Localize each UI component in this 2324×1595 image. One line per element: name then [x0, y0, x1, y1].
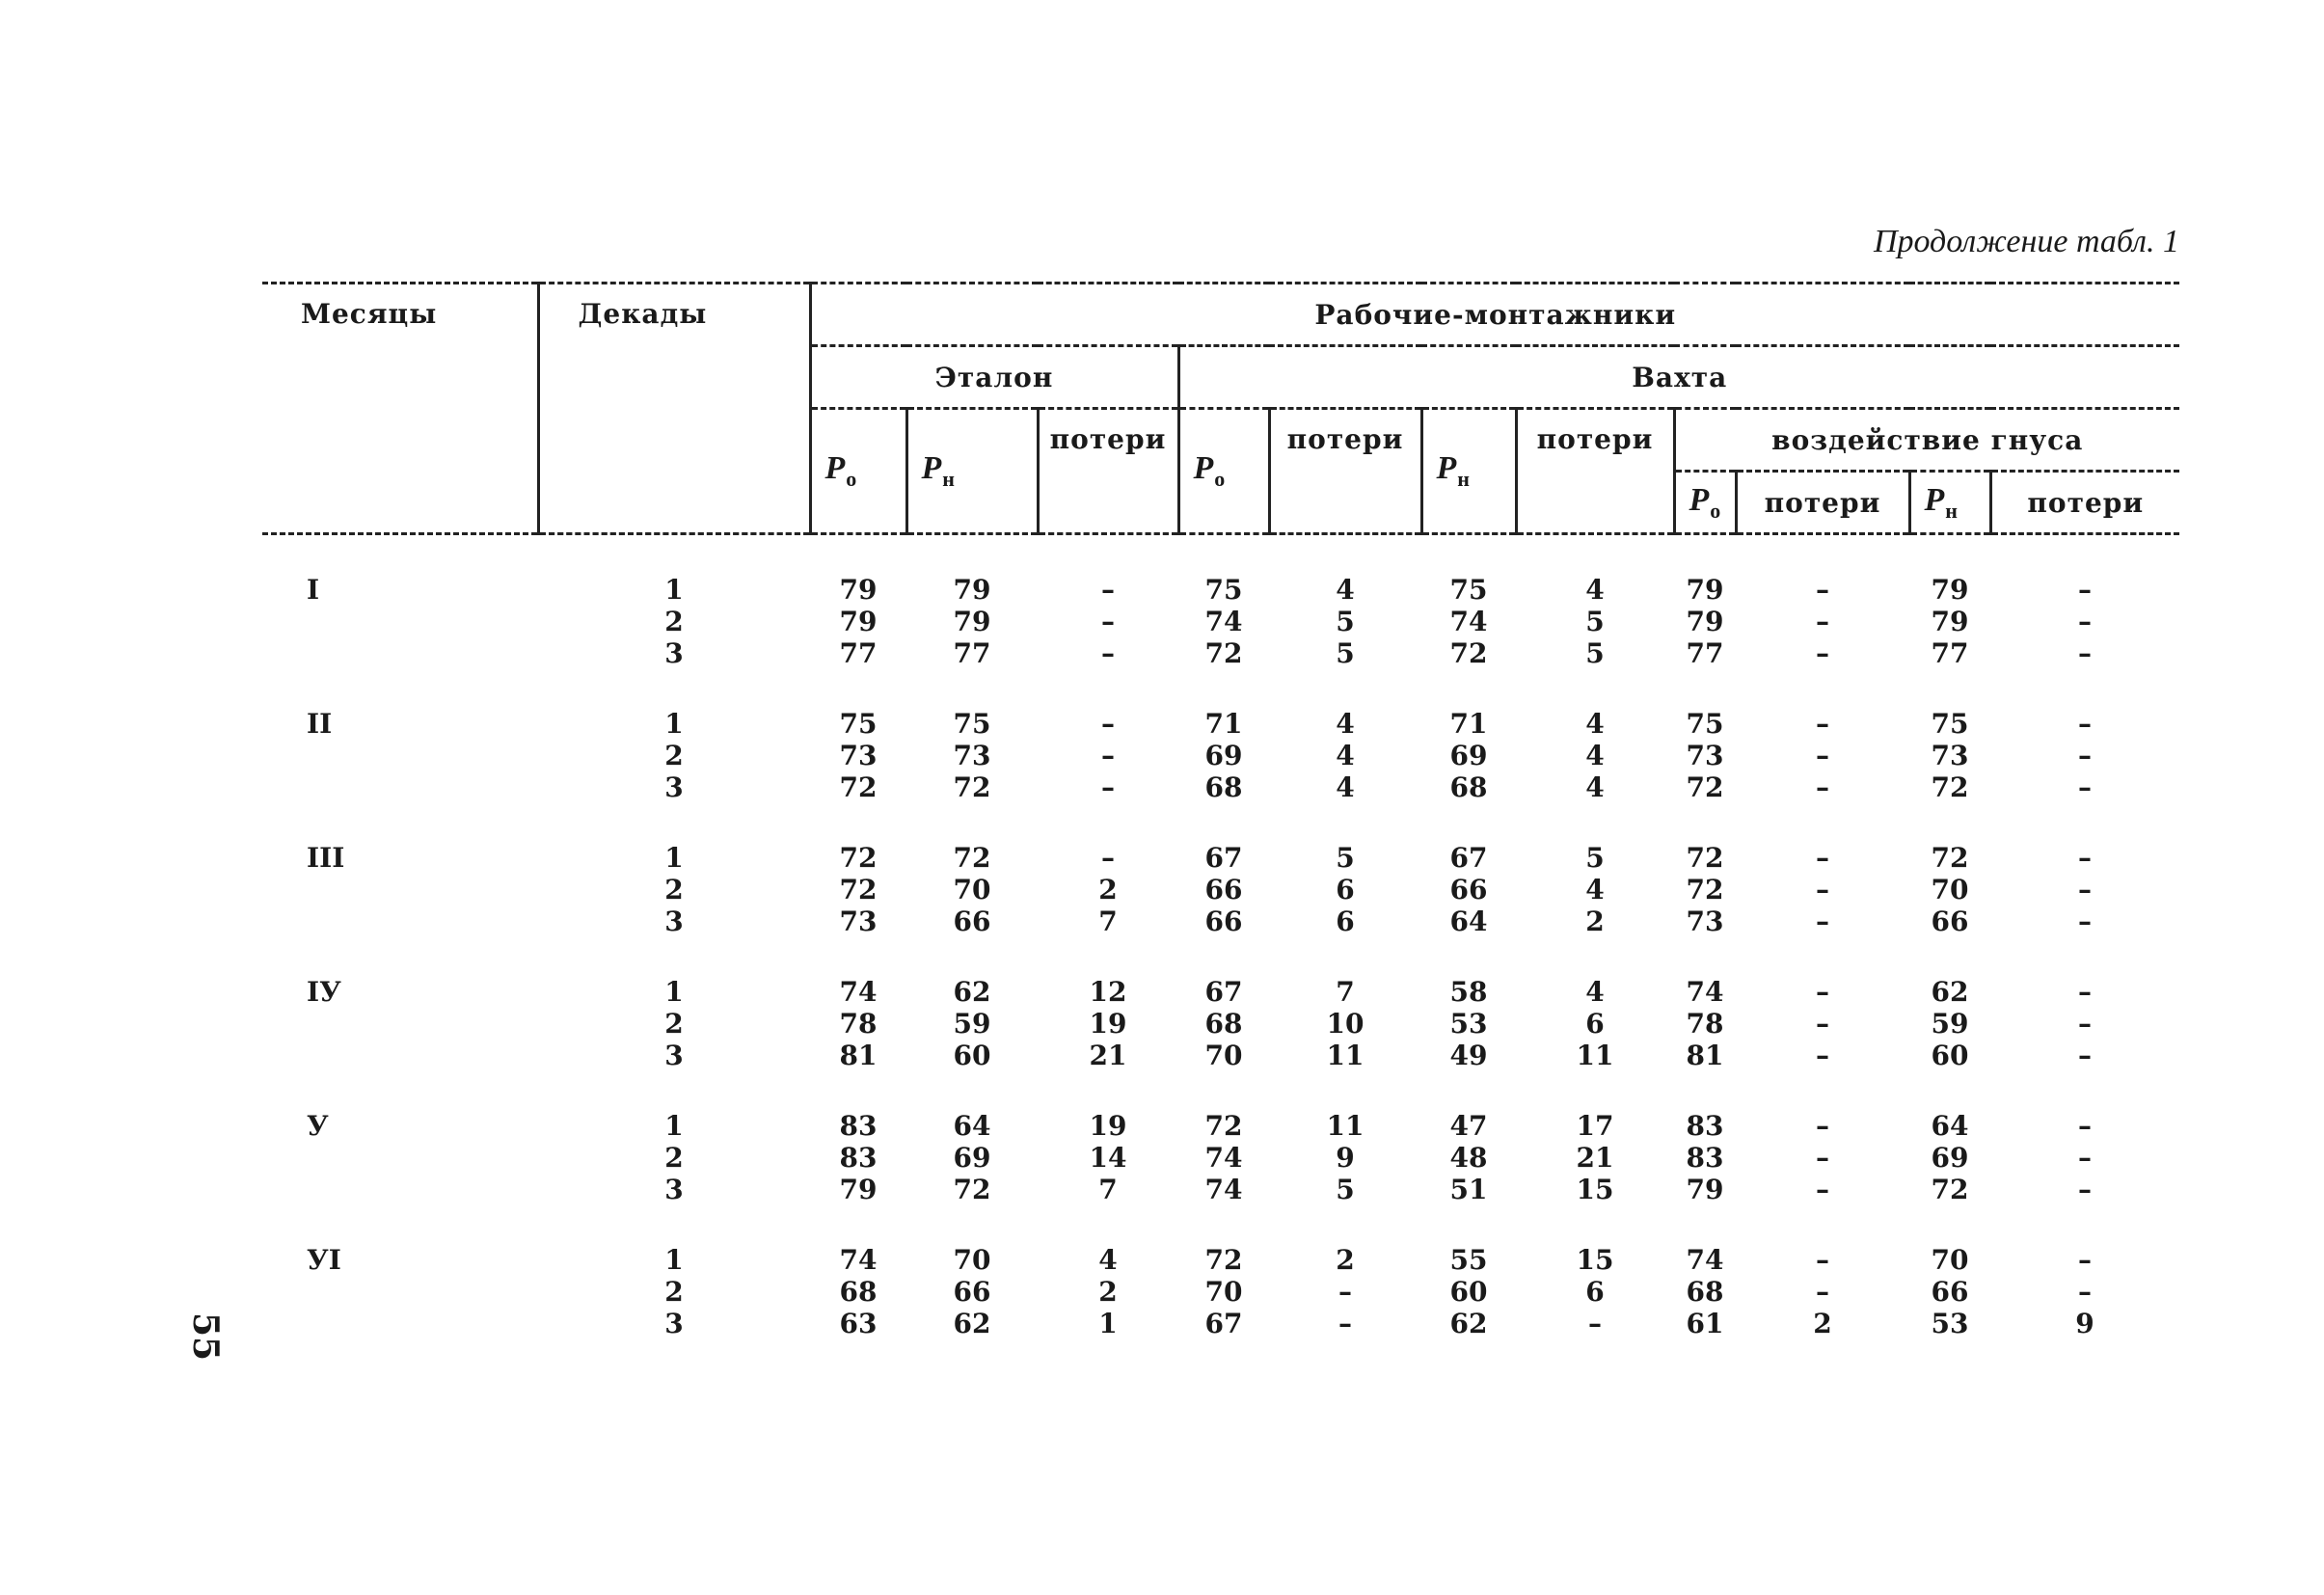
value-cell: 2 [1813, 1308, 1832, 1339]
header-vakhta-poteri-1: потери [1269, 409, 1421, 534]
table-header [262, 284, 2179, 534]
decade-cell: 1 [664, 574, 684, 606]
value-cell: 75 [1449, 574, 1488, 606]
value-cell: 70 [1931, 874, 1969, 906]
table-caption: Продолжение табл. 1 [1873, 224, 2179, 259]
month-cell: II [307, 708, 333, 740]
value-cell: – [1101, 771, 1115, 803]
decade-cell: 3 [664, 771, 684, 803]
month-cell [262, 637, 538, 669]
value-cell: 62 [1931, 976, 1969, 1008]
table-row [262, 1008, 2179, 1040]
table-row [262, 1071, 2179, 1142]
value-cell: 5 [1585, 606, 1605, 637]
month-cell: III [307, 842, 345, 874]
value-cell: 6 [1585, 1276, 1605, 1308]
value-cell: 7 [1098, 906, 1118, 937]
value-cell: – [2078, 1040, 2093, 1071]
value-cell: 4 [1585, 771, 1605, 803]
value-cell: 12 [1089, 976, 1127, 1008]
table-row [262, 771, 2179, 803]
value-cell: 72 [839, 874, 878, 906]
decade-cell: 1 [664, 976, 684, 1008]
decade-cell: 3 [664, 1040, 684, 1071]
month-cell [262, 1308, 538, 1339]
value-cell: 72 [953, 842, 991, 874]
value-cell: 68 [1204, 771, 1243, 803]
value-cell: 66 [1204, 874, 1243, 906]
value-cell: 63 [839, 1308, 878, 1339]
table-row [262, 1040, 2179, 1071]
value-cell: 60 [1449, 1276, 1488, 1308]
table-row [262, 874, 2179, 906]
value-cell: 79 [1686, 1174, 1724, 1205]
value-cell: 72 [953, 771, 991, 803]
decade-cell: 2 [664, 874, 684, 906]
p-symbol: P [1436, 450, 1458, 487]
subscript-o: о [1710, 498, 1722, 523]
value-cell: 4 [1336, 740, 1355, 771]
header-vakhta-po [1178, 409, 1269, 534]
value-cell: 68 [1449, 771, 1488, 803]
value-cell: 75 [839, 708, 878, 740]
value-cell: – [1816, 1040, 1829, 1071]
header-decades: Декады [538, 284, 810, 534]
month-cell [262, 1040, 538, 1071]
value-cell: 11 [1326, 1040, 1365, 1071]
value-cell: – [1816, 1142, 1829, 1174]
header-gnus-poteri-2: потери [1990, 472, 2179, 534]
value-cell: 70 [1204, 1040, 1243, 1071]
table-row [262, 803, 2179, 874]
value-cell: 67 [1204, 1308, 1243, 1339]
value-cell: 2 [1585, 906, 1605, 937]
table-row [262, 669, 2179, 740]
value-cell: 70 [953, 1244, 991, 1276]
value-cell: 73 [1931, 740, 1969, 771]
month-cell: I [307, 574, 320, 606]
header-etalon-pn [906, 409, 1038, 534]
value-cell: – [1816, 1008, 1829, 1040]
value-cell: – [2078, 1008, 2093, 1040]
value-cell: 72 [1686, 874, 1724, 906]
header-gnus-pn [1909, 472, 1990, 534]
value-cell: 72 [1204, 1110, 1243, 1142]
value-cell: – [1101, 708, 1115, 740]
value-cell: 2 [1098, 1276, 1118, 1308]
data-table [262, 282, 2179, 1339]
p-symbol: P [1193, 450, 1215, 487]
decade-cell: 3 [664, 1308, 684, 1339]
value-cell: 75 [1204, 574, 1243, 606]
value-cell: 72 [953, 1174, 991, 1205]
value-cell: 67 [1204, 842, 1243, 874]
month-cell: У [307, 1110, 329, 1142]
header-gnus-poteri-1: потери [1736, 472, 1909, 534]
value-cell: – [1101, 574, 1115, 606]
value-cell: 81 [839, 1040, 878, 1071]
value-cell: 53 [1449, 1008, 1488, 1040]
header-gnus: воздействие гнуса [1674, 409, 2179, 472]
p-symbol: P [1924, 481, 1946, 518]
value-cell: 58 [1449, 976, 1488, 1008]
value-cell: 77 [1931, 637, 1969, 669]
month-cell [262, 906, 538, 937]
header-months: Месяцы [262, 284, 538, 534]
value-cell: 68 [839, 1276, 878, 1308]
value-cell: 5 [1585, 842, 1605, 874]
value-cell: 4 [1585, 708, 1605, 740]
value-cell: 5 [1336, 637, 1355, 669]
subscript-o: о [846, 466, 858, 491]
value-cell: 79 [1931, 606, 1969, 637]
value-cell: – [1101, 842, 1115, 874]
value-cell: 64 [1931, 1110, 1969, 1142]
value-cell: 69 [1204, 740, 1243, 771]
value-cell: 70 [953, 874, 991, 906]
table-row [262, 606, 2179, 637]
value-cell: 4 [1585, 574, 1605, 606]
value-cell: 72 [1686, 771, 1724, 803]
value-cell: 83 [839, 1142, 878, 1174]
value-cell: 74 [1686, 976, 1724, 1008]
header-vakhta-pn [1421, 409, 1516, 534]
table-row [262, 1308, 2179, 1339]
value-cell: 21 [1576, 1142, 1614, 1174]
value-cell: 59 [1931, 1008, 1969, 1040]
value-cell: 5 [1585, 637, 1605, 669]
value-cell: 75 [1931, 708, 1969, 740]
value-cell: 68 [1686, 1276, 1724, 1308]
value-cell: 5 [1336, 842, 1355, 874]
decade-cell: 2 [664, 740, 684, 771]
value-cell: 77 [953, 637, 991, 669]
month-cell [262, 771, 538, 803]
subscript-n: н [1945, 498, 1959, 523]
value-cell: – [1101, 606, 1115, 637]
value-cell: 4 [1585, 976, 1605, 1008]
value-cell: 72 [1204, 1244, 1243, 1276]
p-symbol: P [1689, 481, 1711, 518]
value-cell: 14 [1089, 1142, 1127, 1174]
value-cell: 79 [1686, 606, 1724, 637]
value-cell: 5 [1336, 606, 1355, 637]
value-cell: 4 [1585, 874, 1605, 906]
value-cell: 49 [1449, 1040, 1488, 1071]
decade-cell: 3 [664, 1174, 684, 1205]
decade-cell: 1 [664, 708, 684, 740]
value-cell: – [2078, 708, 2093, 740]
table-row [262, 1205, 2179, 1276]
value-cell: 15 [1576, 1244, 1614, 1276]
value-cell: 83 [1686, 1142, 1724, 1174]
value-cell: 10 [1326, 1008, 1365, 1040]
value-cell: 60 [1931, 1040, 1969, 1071]
value-cell: – [2078, 1174, 2093, 1205]
value-cell: – [1816, 976, 1829, 1008]
value-cell: 75 [1686, 708, 1724, 740]
value-cell: 19 [1089, 1110, 1127, 1142]
value-cell: 19 [1089, 1008, 1127, 1040]
value-cell: 2 [1336, 1244, 1355, 1276]
value-cell: 73 [1686, 740, 1724, 771]
value-cell: 79 [1686, 574, 1724, 606]
value-cell: 72 [1686, 842, 1724, 874]
value-cell: 48 [1449, 1142, 1488, 1174]
value-cell: 2 [1098, 874, 1118, 906]
month-cell: УI [307, 1244, 341, 1276]
p-symbol: P [921, 450, 943, 487]
value-cell: – [2078, 842, 2093, 874]
value-cell: 4 [1336, 708, 1355, 740]
value-cell: – [1816, 606, 1829, 637]
value-cell: 47 [1449, 1110, 1488, 1142]
table-row [262, 937, 2179, 1008]
value-cell: 73 [839, 906, 878, 937]
value-cell: 74 [1449, 606, 1488, 637]
value-cell: – [1338, 1308, 1352, 1339]
value-cell: 66 [1449, 874, 1488, 906]
month-cell [262, 606, 538, 637]
value-cell: – [2078, 574, 2093, 606]
value-cell: – [2078, 740, 2093, 771]
p-symbol: P [824, 450, 847, 487]
value-cell: 72 [1204, 637, 1243, 669]
value-cell: – [1338, 1276, 1352, 1308]
value-cell: 81 [1686, 1040, 1724, 1071]
value-cell: 70 [1931, 1244, 1969, 1276]
value-cell: 77 [839, 637, 878, 669]
value-cell: 55 [1449, 1244, 1488, 1276]
value-cell: 7 [1098, 1174, 1118, 1205]
value-cell: 74 [839, 976, 878, 1008]
month-cell [262, 1008, 538, 1040]
value-cell: – [2078, 976, 2093, 1008]
table-row [262, 1276, 2179, 1308]
value-cell: – [2078, 874, 2093, 906]
value-cell: – [1816, 740, 1829, 771]
value-cell: – [1816, 1174, 1829, 1205]
table-row [262, 1142, 2179, 1174]
value-cell: 72 [839, 842, 878, 874]
subscript-o: о [1214, 466, 1227, 491]
value-cell: 11 [1326, 1110, 1365, 1142]
value-cell: 4 [1336, 771, 1355, 803]
table-row [262, 534, 2179, 607]
decade-cell: 1 [664, 842, 684, 874]
header-vakhta-poteri-2: потери [1516, 409, 1674, 534]
value-cell: 78 [839, 1008, 878, 1040]
value-cell: 11 [1576, 1040, 1614, 1071]
value-cell: 74 [1686, 1244, 1724, 1276]
value-cell: 1 [1098, 1308, 1118, 1339]
value-cell: – [1816, 637, 1829, 669]
subscript-n: н [1457, 466, 1471, 491]
value-cell: 79 [953, 574, 991, 606]
value-cell: 66 [1204, 906, 1243, 937]
decade-cell: 3 [664, 906, 684, 937]
value-cell: 64 [953, 1110, 991, 1142]
value-cell: 62 [953, 1308, 991, 1339]
month-cell [262, 1174, 538, 1205]
value-cell: 67 [1204, 976, 1243, 1008]
value-cell: 62 [1449, 1308, 1488, 1339]
decade-cell: 1 [664, 1244, 684, 1276]
value-cell: – [2078, 637, 2093, 669]
value-cell: 17 [1576, 1110, 1614, 1142]
header-etalon-poteri: потери [1038, 409, 1178, 534]
value-cell: – [1816, 574, 1829, 606]
decade-cell: 3 [664, 637, 684, 669]
decade-cell: 2 [664, 1276, 684, 1308]
value-cell: 6 [1336, 874, 1355, 906]
value-cell: – [2078, 1244, 2093, 1276]
value-cell: – [1816, 708, 1829, 740]
value-cell: 73 [839, 740, 878, 771]
value-cell: 66 [953, 906, 991, 937]
value-cell: 51 [1449, 1174, 1488, 1205]
value-cell: 59 [953, 1008, 991, 1040]
value-cell: 79 [1931, 574, 1969, 606]
value-cell: 53 [1931, 1308, 1969, 1339]
value-cell: 72 [1931, 771, 1969, 803]
value-cell: 9 [1336, 1142, 1355, 1174]
value-cell: 79 [839, 1174, 878, 1205]
value-cell: – [2078, 1276, 2093, 1308]
value-cell: 72 [1449, 637, 1488, 669]
value-cell: 66 [1931, 906, 1969, 937]
month-cell [262, 1276, 538, 1308]
header-workers: Рабочие-монтажники [810, 284, 2179, 346]
month-cell [262, 1142, 538, 1174]
value-cell: 72 [839, 771, 878, 803]
value-cell: 73 [1686, 906, 1724, 937]
value-cell: 15 [1576, 1174, 1614, 1205]
value-cell: 83 [839, 1110, 878, 1142]
value-cell: 74 [1204, 606, 1243, 637]
value-cell: 83 [1686, 1110, 1724, 1142]
value-cell: 68 [1204, 1008, 1243, 1040]
value-cell: 67 [1449, 842, 1488, 874]
value-cell: 69 [953, 1142, 991, 1174]
value-cell: – [2078, 1110, 2093, 1142]
subscript-n: н [942, 466, 956, 491]
value-cell: 79 [839, 606, 878, 637]
value-cell: – [1816, 771, 1829, 803]
header-etalon-po [810, 409, 906, 534]
value-cell: 72 [1931, 1174, 1969, 1205]
month-cell [262, 740, 538, 771]
header-etalon: Эталон [810, 346, 1178, 409]
value-cell: 71 [1204, 708, 1243, 740]
value-cell: 74 [1204, 1142, 1243, 1174]
value-cell: 69 [1931, 1142, 1969, 1174]
table-row [262, 1174, 2179, 1205]
value-cell: 72 [1931, 842, 1969, 874]
value-cell: 9 [2075, 1308, 2094, 1339]
value-cell: – [1588, 1308, 1602, 1339]
table-row [262, 740, 2179, 771]
table-body [262, 534, 2179, 1340]
value-cell: – [1101, 637, 1115, 669]
table-row [262, 906, 2179, 937]
value-cell: 69 [1449, 740, 1488, 771]
value-cell: 62 [953, 976, 991, 1008]
value-cell: – [1101, 740, 1115, 771]
value-cell: – [1816, 842, 1829, 874]
value-cell: 7 [1336, 976, 1355, 1008]
value-cell: 4 [1585, 740, 1605, 771]
value-cell: 66 [1931, 1276, 1969, 1308]
value-cell: – [2078, 771, 2093, 803]
value-cell: 5 [1336, 1174, 1355, 1205]
value-cell: 66 [953, 1276, 991, 1308]
table-row [262, 637, 2179, 669]
value-cell: – [1816, 906, 1829, 937]
value-cell: 64 [1449, 906, 1488, 937]
month-cell: IУ [307, 976, 341, 1008]
month-cell [262, 874, 538, 906]
value-cell: 61 [1686, 1308, 1724, 1339]
value-cell: 73 [953, 740, 991, 771]
value-cell: 74 [1204, 1174, 1243, 1205]
value-cell: 4 [1098, 1244, 1118, 1276]
decade-cell: 2 [664, 606, 684, 637]
value-cell: 79 [839, 574, 878, 606]
value-cell: – [1816, 1244, 1829, 1276]
value-cell: – [2078, 906, 2093, 937]
decade-cell: 2 [664, 1142, 684, 1174]
value-cell: 77 [1686, 637, 1724, 669]
value-cell: 75 [953, 708, 991, 740]
value-cell: – [1816, 1110, 1829, 1142]
value-cell: 6 [1585, 1008, 1605, 1040]
value-cell: 60 [953, 1040, 991, 1071]
value-cell: 71 [1449, 708, 1488, 740]
value-cell: 21 [1089, 1040, 1127, 1071]
value-cell: – [1816, 874, 1829, 906]
page-number: 55 [185, 1311, 227, 1362]
header-vakhta: Вахта [1178, 346, 2179, 409]
value-cell: – [2078, 1142, 2093, 1174]
value-cell: 74 [839, 1244, 878, 1276]
decade-cell: 2 [664, 1008, 684, 1040]
decade-cell: 1 [664, 1110, 684, 1142]
value-cell: 70 [1204, 1276, 1243, 1308]
value-cell: – [2078, 606, 2093, 637]
value-cell: 78 [1686, 1008, 1724, 1040]
value-cell: 79 [953, 606, 991, 637]
header-gnus-po [1674, 472, 1736, 534]
value-cell: 6 [1336, 906, 1355, 937]
value-cell: – [1816, 1276, 1829, 1308]
value-cell: 4 [1336, 574, 1355, 606]
